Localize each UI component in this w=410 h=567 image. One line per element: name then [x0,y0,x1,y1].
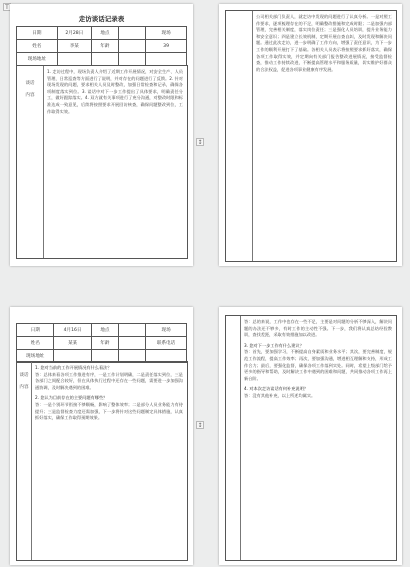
table-cell: 地点 [91,324,118,337]
question-text: 2. 您认为目前存在的主要问题有哪些？ [35,395,108,401]
table-cell: 姓名 [17,40,58,53]
table-cell: 现场地址 [17,350,54,363]
table-cell: 日期 [17,27,58,40]
table-cell: 年龄 [91,40,118,53]
table-cell [118,53,145,66]
table-cell [118,337,145,350]
scroll-handle[interactable]: ↕ [197,422,203,429]
table-cell [91,53,118,66]
column-divider [252,11,253,261]
interview-content [35,365,183,557]
question-text: 4. 对本次走访谈话有何补充说明？ [244,386,308,392]
table-cell: 2月28日 [57,27,91,40]
page-marker-button[interactable]: T [3,3,11,11]
column-divider [43,66,44,258]
content-box [16,361,188,561]
content-box [225,315,397,561]
section-label: 谈话内容 [25,81,35,98]
table-cell: 现场地址 [17,53,58,66]
page-4[interactable] [219,307,402,565]
answer-text: 答：总体来看各项工作推进有序，一是工作计划明确，二是责任落实到位，三是各部门之间配合较好，但在具体执行过程中还存在一些问题，需要进一步加强沟通协调，及时解决遇到的困难。 [35,371,183,390]
table-cell [118,27,145,40]
content-box [225,10,397,262]
interview-text: 1. 走访过程中，现场负责人介绍了近期工作开展情况，对安全生产、人员管理、日常巡查等方面进行了说明，并对存在的问题进行了反馈。2. 针对现场发现的问题，要求相关人员及时整改，加强日常检查和记录，确保各项制度落实到位。3. 谈话中对下一步工作提出了具体要求，明确责任分工，做好跟踪落实。4. 双方就有关事项进行了充分沟通，对整改时限和标准达成一致意见，后续将按照要求开展回访核查，确保问题整改到位，工作取得实效。 [47,69,183,114]
question-text: 1. 您对当前的工作开展情况有什么看法？ [35,365,112,370]
table-cell: 联系电话 [146,337,187,350]
table-cell: 日期 [17,324,54,337]
page-3[interactable] [10,307,193,565]
table-cell [118,324,145,337]
answer-text: 答：首先，要加强学习，不断提高自身素质和业务水平；其次，要完善制度，规范工作流程，提高工作效率；再次，要加强沟通，增进相互理解和支持，形成工作合力；最后，要强化监督，确保各项工作落到实处。同时，希望上级部门给予更多的指导和帮助，及时解决工作中遇到的困难和问题，共同推动各项工作再上新台阶。 [244,349,392,381]
table-row [17,337,187,350]
answer-text: 答：总的来说，工作中也存在一些不足，主要是对问题的分析不够深入，解决问题的办法还不够多，有时工作的主动性不强。下一步，我们将认真总结经验教训，查找差距，采取有效措施加以改进。 [244,319,392,338]
table-row [17,27,187,40]
column-divider [240,316,241,560]
table-cell: 现场 [146,324,187,337]
table-cell: 李某 [57,40,91,53]
table-cell: 地点 [91,27,118,40]
table-cell: 现场 [146,27,187,40]
page-title: 走访谈话记录表 [78,15,125,23]
answer-text: 答：一是个别环节衔接不够顺畅，影响了整体效率；二是部分人员业务能力有待提升；三是监督检查力度还需加强，下一步将针对这些问题制定具体措施，认真抓好落实，确保工作取得预期效果。 [35,401,183,421]
content-box [16,65,188,259]
table-row [17,40,187,53]
table-cell [118,40,145,53]
table-cell: 某某 [54,337,91,350]
table-cell [146,53,187,66]
table-row [17,324,187,337]
interview-text: 公司相关部门负责人，就走访中发现的问题进行了认真分析。一是对照工作要求，逐项梳理存在的不足，明确整改措施和完成时限；二是加强内部管理，完善相关制度，落实岗位责任；三是强化人员培训，提升业务能力和安全意识；四是建立长效机制，定期开展自查自纠，及时发现和解决问题。通过此次走访，进一步明确了工作方向，增强了责任意识，为下一步工作的顺利开展打下了基础。各相关人员表示将按照要求抓好落实，确保各项工作取得实效，并定期向有关部门报告整改进展情况，接受监督检查，推动工作持续改进，不断提高管理水平和服务质量，切实维护好群众的合法权益，促进各项事业健康有序发展。 [256,14,392,72]
page-1[interactable] [10,4,193,266]
table-cell [57,53,91,66]
info-table [16,26,187,66]
scroll-handle[interactable]: ↕ [197,139,203,146]
interview-content [244,319,392,557]
answer-text: 答：没有其他补充，以上所述均属实。 [244,392,316,398]
table-cell: 39 [146,40,187,53]
table-cell: 4月16日 [54,324,91,337]
question-text: 3. 您对下一步工作有什么建议？ [244,342,304,348]
page-2[interactable] [219,4,402,266]
info-table [16,323,187,363]
table-cell: 年龄 [91,337,118,350]
column-divider [31,362,32,560]
table-cell: 姓名 [17,337,54,350]
table-row [17,53,187,66]
section-label: 谈话内容 [19,373,29,390]
